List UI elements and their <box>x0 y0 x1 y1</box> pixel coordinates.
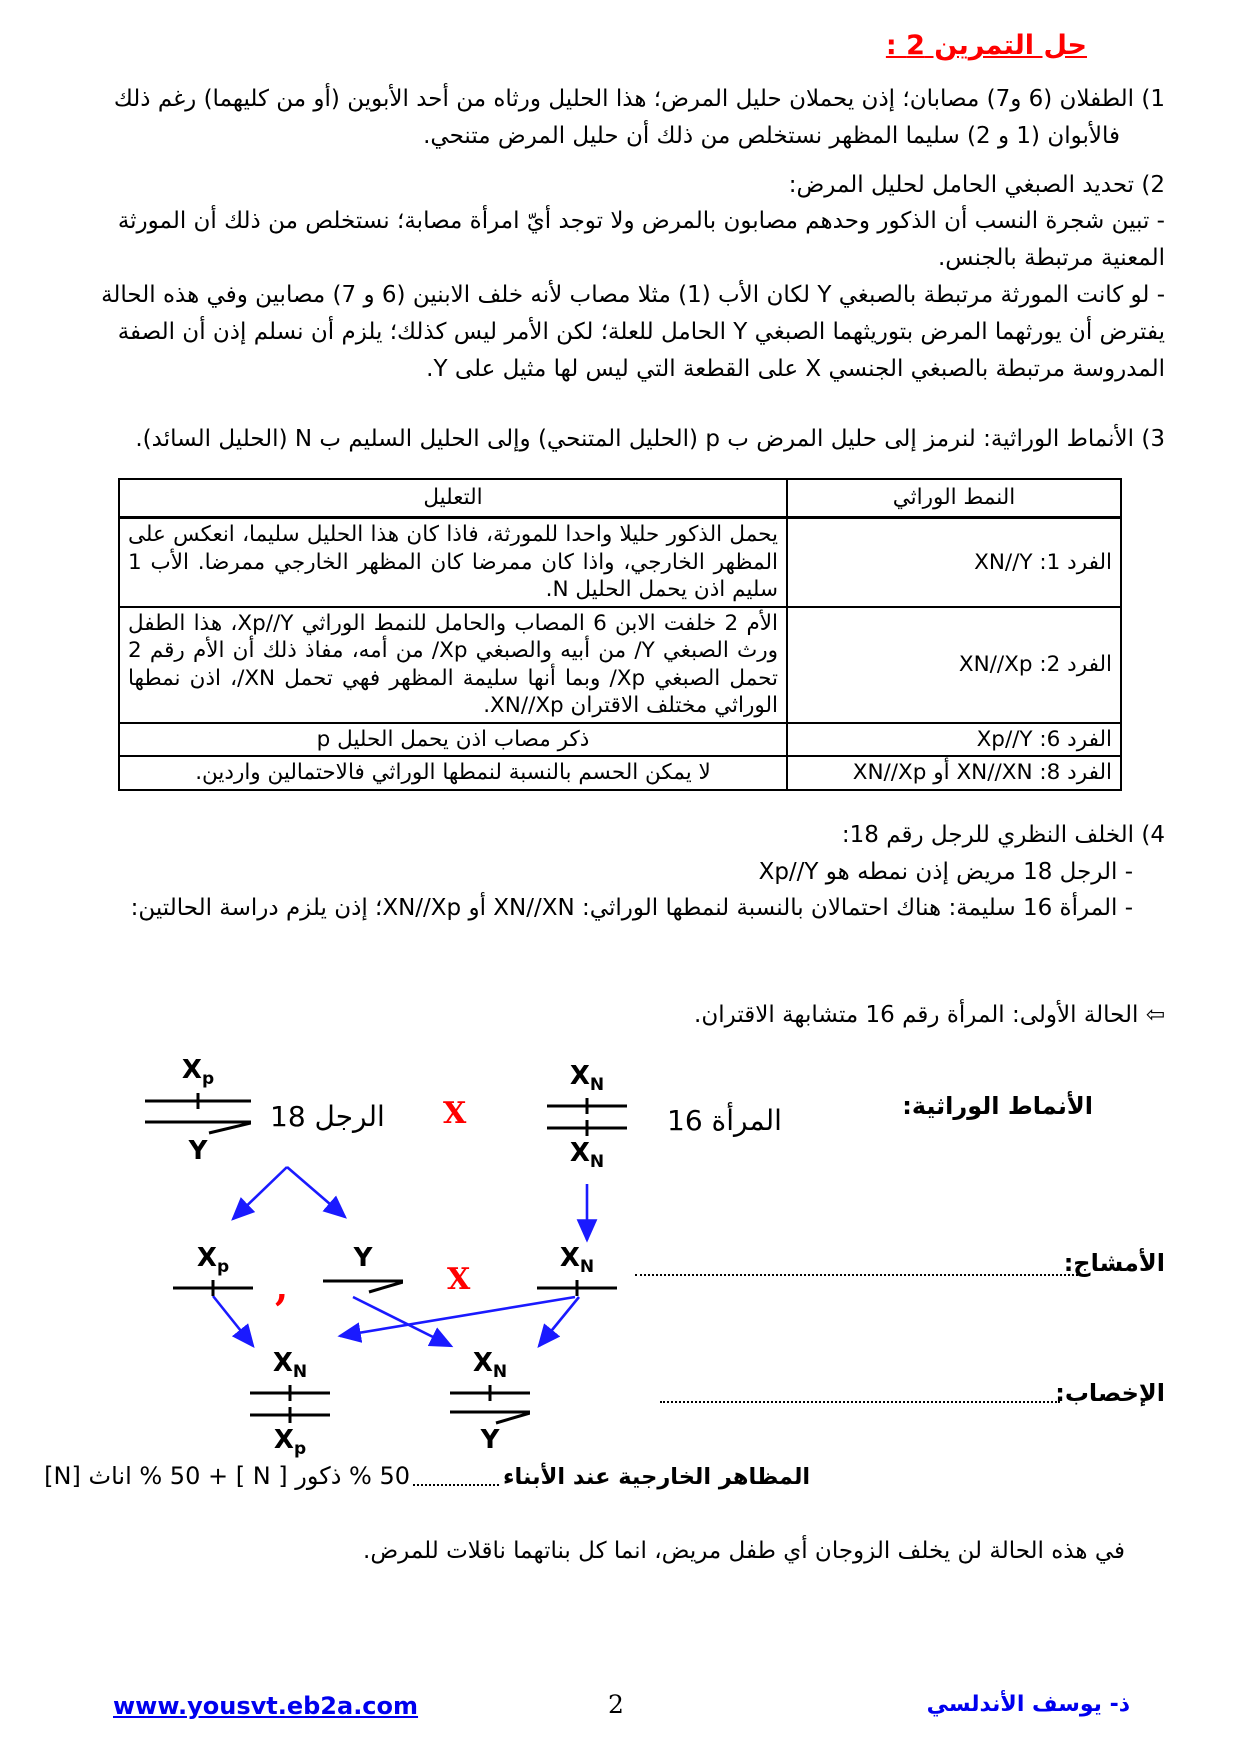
footer-author: ذ- يوسف الأندلسي <box>926 1692 1130 1717</box>
x-chromosome-line-icon <box>173 1278 253 1298</box>
x-chromosome-line-icon <box>250 1383 330 1403</box>
fertilization-dotted-leader <box>660 1399 1060 1403</box>
allele-label-xn: $X_N$ <box>569 1061 605 1096</box>
allele-label-xn: $X_N$ <box>559 1243 595 1278</box>
genotype-cell: الفرد 1: XN//Y <box>787 518 1121 607</box>
allele-label-xp: $X_p$ <box>181 1055 215 1090</box>
x-chromosome-line-icon <box>250 1405 330 1425</box>
justification-cell: ذكر مصاب اذن يحمل الحليل p <box>119 723 787 757</box>
x-chromosome-line-icon <box>537 1278 617 1298</box>
man-18-chromosome-symbol <box>145 1056 251 1165</box>
cross-symbol: X <box>443 1096 467 1131</box>
gamete-separator-comma: , <box>275 1264 289 1309</box>
page-title: حل التمرين 2 : <box>885 30 1087 61</box>
gamete-xp-symbol <box>173 1244 253 1299</box>
header-justification: التعليل <box>119 479 787 518</box>
header-genotype: النمط الوراثي <box>787 479 1121 518</box>
woman-16-chromosome-symbol <box>547 1062 627 1172</box>
answer-item-4-bullet-1: - الرجل 18 مريض إذن نمطه هو Xp//Y <box>758 858 1133 885</box>
x-chromosome-line-icon <box>547 1118 627 1138</box>
answer-item-3: 3) الأنماط الوراثية: لنرمز إلى حليل المرض ب p (الحليل المتنحي) وإلى الحليل السليم ب N (الحليل السائد). <box>135 426 1165 453</box>
table-row <box>119 607 1121 723</box>
y-chromosome-line-icon <box>450 1405 530 1425</box>
x-chromosome-line-icon <box>450 1383 530 1403</box>
genotype-table <box>118 478 1122 791</box>
table-row <box>119 723 1121 757</box>
justification-cell: الأم 2 خلفت الابن 6 المصاب والحامل للنمط الوراثي Xp//Y، هذا الطفل ورث الصبغي Y/ من أبيه والصبغي Xp/ من أمه، مفاذ ذلك أن الأم رقم 2 تحمل الصبغي Xp/ وبما أنها سليمة المظهر فهي تحمل XN/، اذن نمطها الوراثي مختلف الاقتران XN//Xp. <box>119 607 787 723</box>
fertilization-row-label: الإخصاب: <box>1055 1379 1165 1407</box>
allele-label-y: Y <box>353 1243 373 1273</box>
offspring-male-symbol <box>450 1349 530 1454</box>
answer-item-4-heading: 4) الخلف النظري للرجل رقم 18: <box>841 821 1165 848</box>
man-18-label: الرجل 18 <box>270 1100 385 1133</box>
cross-symbol: X <box>447 1262 471 1297</box>
gametes-dotted-leader <box>635 1272 1090 1276</box>
phenotypes-dotted-leader <box>413 1482 499 1486</box>
gamete-xn-symbol <box>537 1244 617 1299</box>
table-row <box>119 518 1121 607</box>
answer-item-2-bullet-1: - تبين شجرة النسب أن الذكور وحدهم مصابون بالمرض ولا توجد أيّ امرأة مصابة؛ نستخلص من ذلك أن المورثة المعنية مرتبطة بالجنس. <box>117 208 1165 272</box>
answer-item-1: 1) الطفلان (6 و7) مصابان؛ إذن يحملان حليل المرض؛ هذا الحليل ورثاه من أحد الأبوين (أو من كليهما) رغم ذلك فالأبوان (1 و 2) سليما المظهر نستخلص من ذلك أن حليل المرض متنحي. <box>113 86 1165 149</box>
table-row <box>119 756 1121 790</box>
genotype-cell: الفرد 2: XN//Xp <box>787 607 1121 723</box>
justification-cell: يحمل الذكور حليلا واحدا للمورثة، فاذا كان هذا الحليل سليما، انعكس على المظهر الخارجي، واذا كان ممرضا كان المظهر الخارجي ممرضا. الأب 1 سليم اذن يحمل الحليل N. <box>119 518 787 607</box>
genetic-cross-diagram <box>44 1044 1165 1519</box>
gamete-y-symbol <box>323 1244 403 1295</box>
justification-cell: لا يمكن الحسم بالنسبة لنمطها الوراثي فالاحتمالين واردين. <box>119 756 787 790</box>
y-chromosome-line-icon <box>145 1114 251 1136</box>
offspring-female-symbol <box>250 1349 330 1459</box>
answer-item-4-bullet-2: - المرأة 16 سليمة: هناك احتمالان بالنسبة لنمطها الوراثي: XN//XN أو XN//Xp؛ إذن يلزم دراسة الحالتين: <box>130 895 1133 922</box>
table-header-row <box>119 479 1121 518</box>
gametes-row-label: الأمشاج: <box>1063 1249 1165 1277</box>
allele-label-y: Y <box>188 1135 208 1166</box>
allele-label-xp: $X_p$ <box>196 1243 230 1278</box>
allele-label-xn: $X_N$ <box>472 1348 508 1383</box>
allele-label-xn: $X_N$ <box>569 1137 605 1173</box>
answer-item-2-heading: 2) تحديد الصبغي الحامل لحليل المرض: <box>788 171 1165 198</box>
genotype-cell: الفرد 8: XN//XN أو XN//Xp <box>787 756 1121 790</box>
x-chromosome-line-icon <box>145 1090 251 1112</box>
genotype-cell: الفرد 6: Xp//Y <box>787 723 1121 757</box>
allele-label-y: Y <box>480 1424 500 1455</box>
case-1-heading: ⇦ الحالة الأولى: المرأة رقم 16 متشابهة الاقتران. <box>694 1002 1165 1029</box>
woman-16-label: المرأة 16 <box>667 1104 782 1137</box>
y-chromosome-line-icon <box>323 1274 403 1294</box>
answer-item-2-bullet-2: - لو كانت المورثة مرتبطة بالصبغي Y لكان الأب (1) مثلا مصاب لأنه خلف الابنين (6 و 7) مصابين وفي هذه الحالة يفترض أن يورثهما المرض بتوريثهما الصبغي Y الحامل للعلة؛ لكن الأمر ليس كذلك؛ يلزم أن نسلم إذن أن الصفة المدروسة مرتبطة بالصبغي الجنسي X على القطعة التي ليس لها مثيل على Y. <box>101 281 1165 382</box>
phenotypes-label: المظاهر الخارجية عند الأبناء <box>503 1464 811 1490</box>
x-chromosome-line-icon <box>547 1096 627 1116</box>
allele-label-xp: $X_p$ <box>273 1424 307 1460</box>
footer-website-link[interactable]: www.yousvt.eb2a.com <box>113 1692 419 1720</box>
allele-label-xn: $X_N$ <box>272 1348 308 1383</box>
conclusion-text: في هذه الحالة لن يخلف الزوجان أي طفل مريض، انما كل بناتهما ناقلات للمرض. <box>363 1538 1125 1564</box>
page-number: 2 <box>608 1690 624 1719</box>
genotypes-row-label: الأنماط الوراثية: <box>902 1092 1093 1120</box>
phenotypes-value: 50 % ذكور [ N ] + 50 % اناث [N] <box>44 1462 410 1490</box>
